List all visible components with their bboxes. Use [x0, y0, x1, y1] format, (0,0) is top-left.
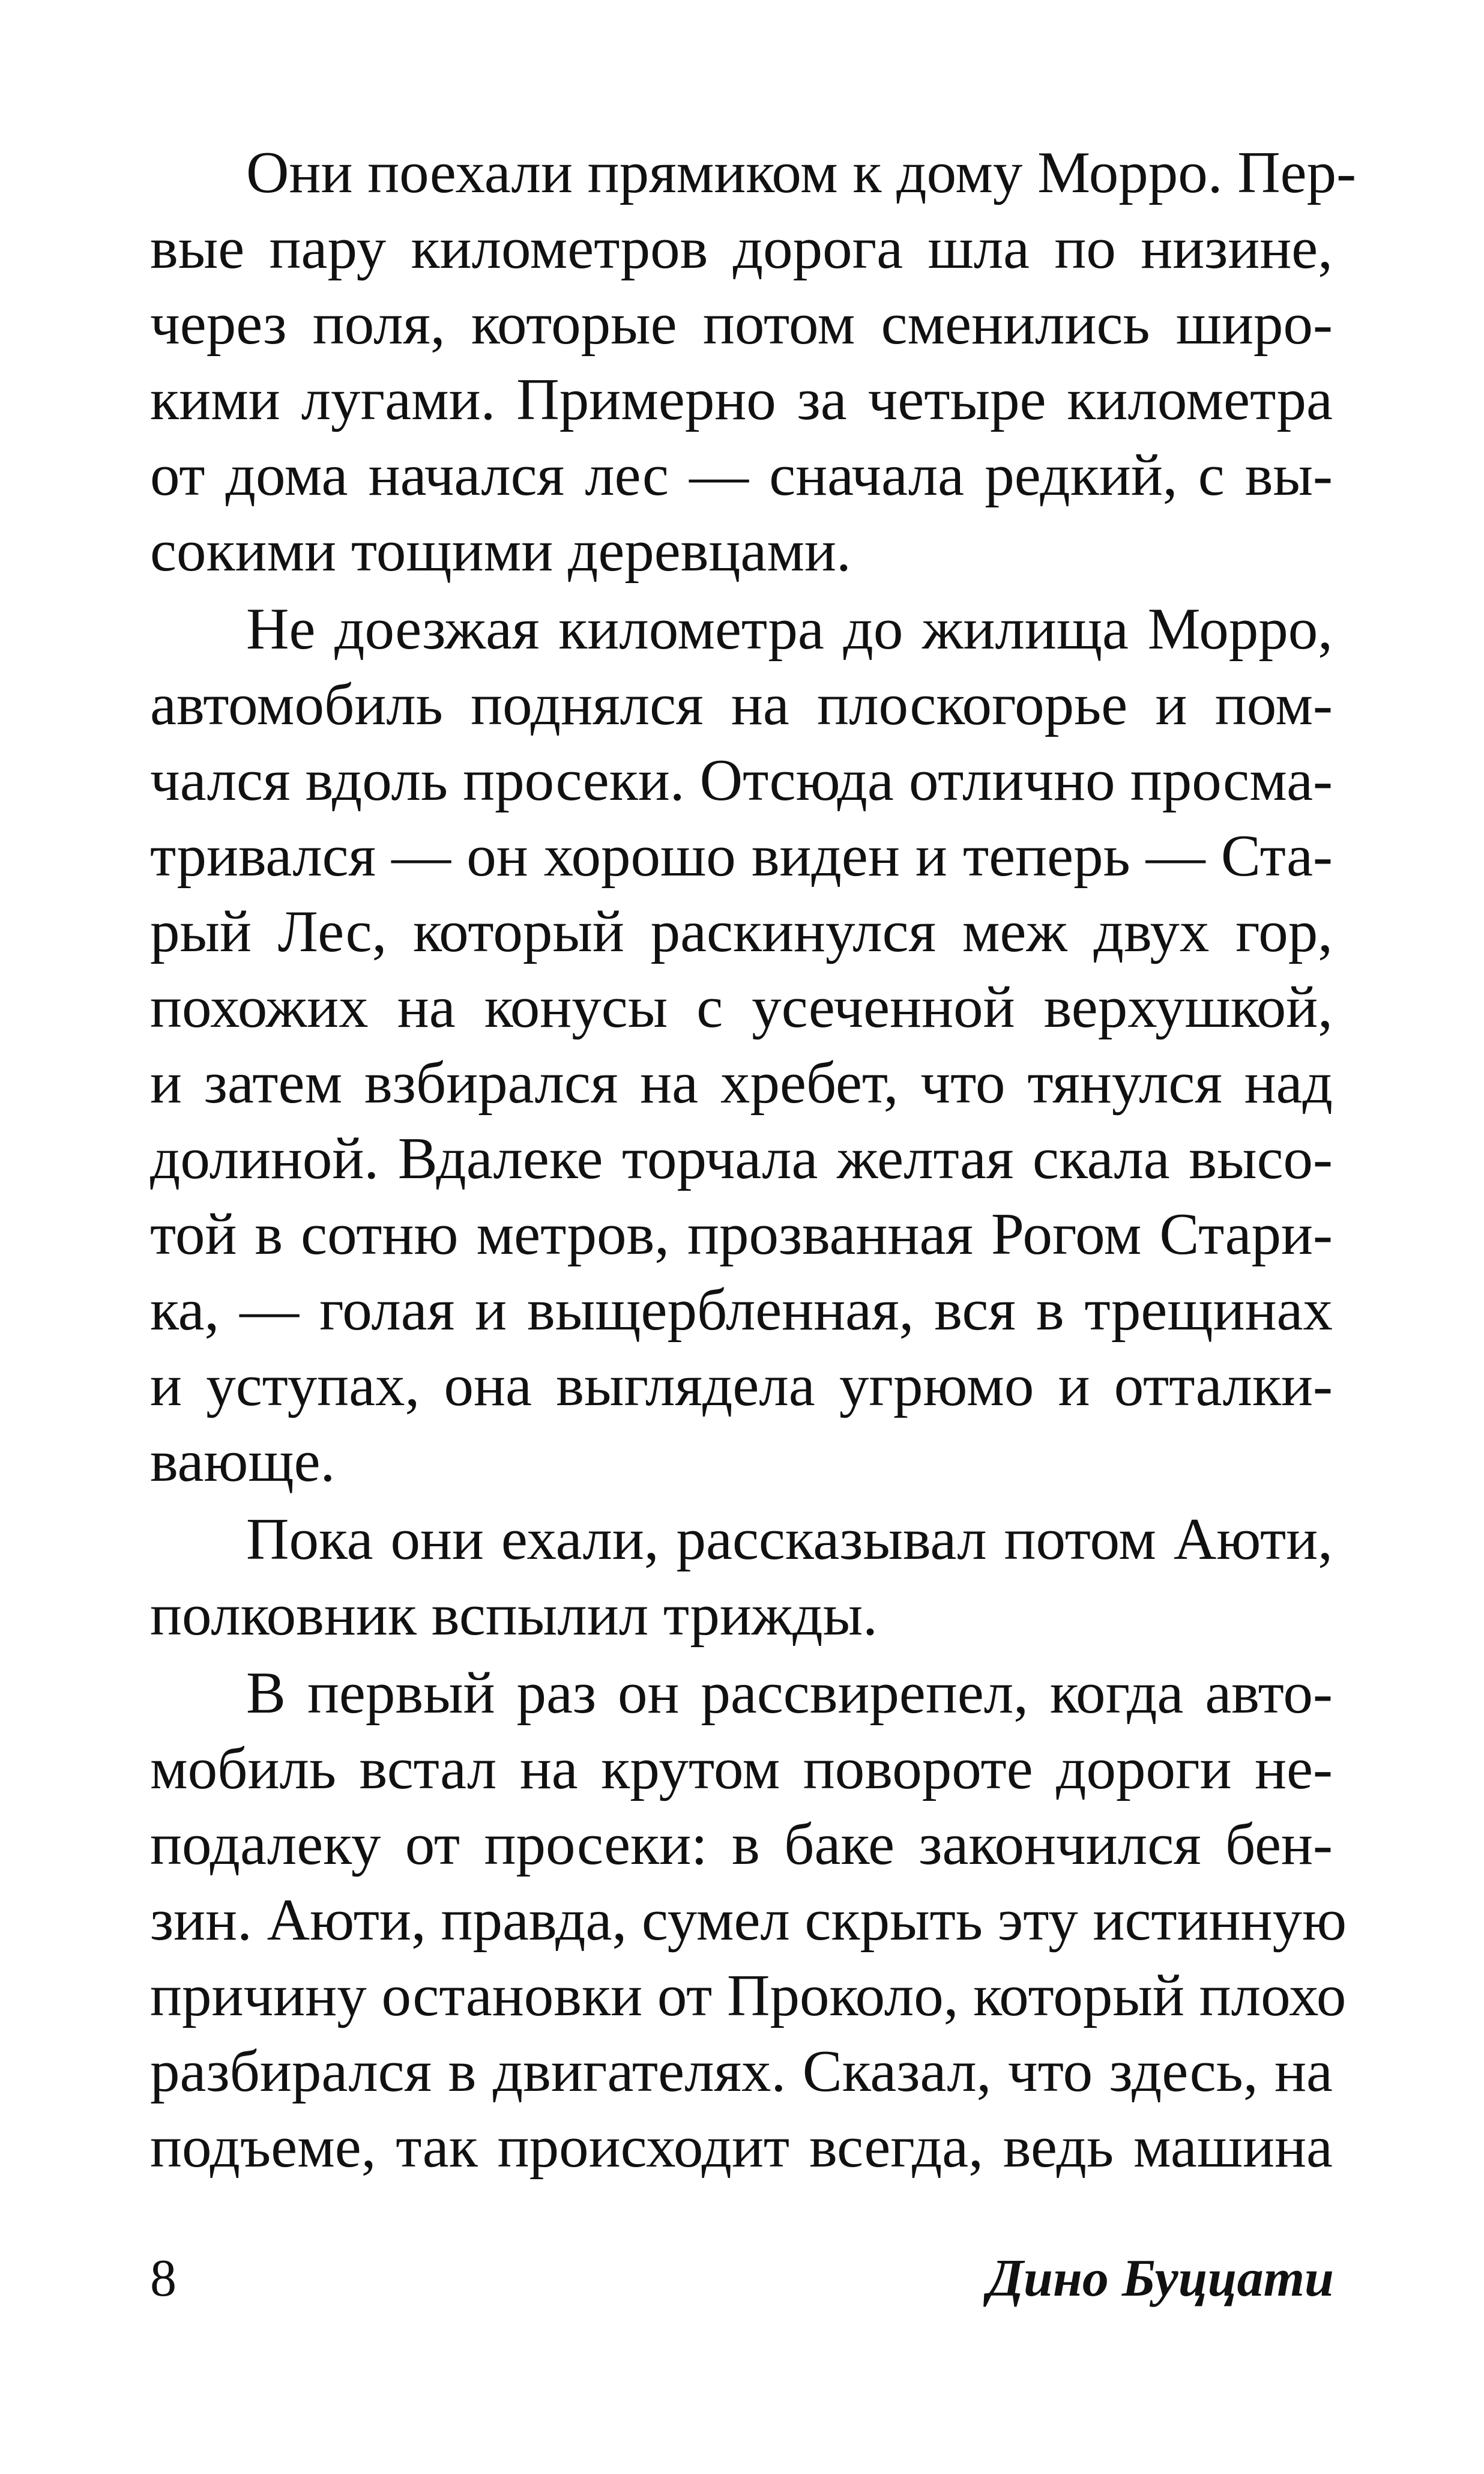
text-line: разбирался в двигателях. Сказал, что здесь, на — [150, 2039, 1333, 2104]
text-line: и затем взбирался на хребет, что тянулся над — [150, 1050, 1333, 1116]
text-line: и уступах, она выглядела угрюмо и отталки- — [150, 1353, 1333, 1418]
text-line: похожих на конусы с усеченной верхушкой, — [150, 975, 1333, 1040]
text-line: тривался — он хорошо виден и теперь — Ста- — [150, 823, 1333, 889]
text-line: от дома начался лес — сначала редкий, с вы- — [150, 443, 1333, 508]
text-line: мобиль встал на крутом повороте дороги не- — [150, 1736, 1333, 1801]
text-line: зин. Аюти, правда, сумел скрыть эту истинную — [150, 1887, 1347, 1953]
page-number: 8 — [150, 2249, 176, 2308]
paragraph-4 — [150, 1656, 1347, 2185]
text-line: В первый раз он рассвирепел, когда авто- — [246, 1660, 1333, 1726]
text-line: вающе. — [150, 1429, 336, 1494]
paragraph-3 — [150, 1502, 1333, 1653]
text-line: той в сотню метров, прозванная Рогом Стари- — [150, 1202, 1333, 1267]
text-line: полковник вспылил трижды. — [150, 1582, 878, 1648]
paragraph-1 — [150, 135, 1357, 589]
text-line: Пока они ехали, рассказывал потом Аюти, — [246, 1507, 1333, 1572]
text-line: Не доезжая километра до жилища Морро, — [246, 596, 1333, 662]
text-line: Они поехали прямиком к дому Морро. Пер- — [246, 140, 1357, 205]
text-line: долиной. Вдалеке торчала желтая скала высо- — [150, 1126, 1333, 1191]
text-line: рый Лес, который раскинулся меж двух гор, — [150, 899, 1333, 964]
running-footer-author: Дино Буццати — [987, 2249, 1334, 2308]
text-line: подъеме, так происходит всегда, ведь машина — [150, 2114, 1333, 2180]
body-text — [150, 135, 1357, 2188]
text-line: сокими тощими деревцами. — [150, 518, 851, 584]
text-line: вые пару километров дорога шла по низине, — [150, 216, 1333, 281]
text-line: ка, — голая и выщербленная, вся в трещинах — [150, 1277, 1333, 1343]
text-line: через поля, которые потом сменились широ- — [150, 291, 1333, 357]
text-line: кими лугами. Примерно за четыре километра — [150, 367, 1333, 432]
paragraph-2 — [150, 591, 1333, 1499]
text-line: автомобиль поднялся на плоскогорье и пом- — [150, 672, 1333, 737]
text-line: причину остановки от Проколо, который плохо — [150, 1963, 1347, 2028]
text-line: чался вдоль просеки. Отсюда отлично просма- — [150, 748, 1333, 813]
text-line: подалеку от просеки: в баке закончился бен- — [150, 1812, 1333, 1877]
